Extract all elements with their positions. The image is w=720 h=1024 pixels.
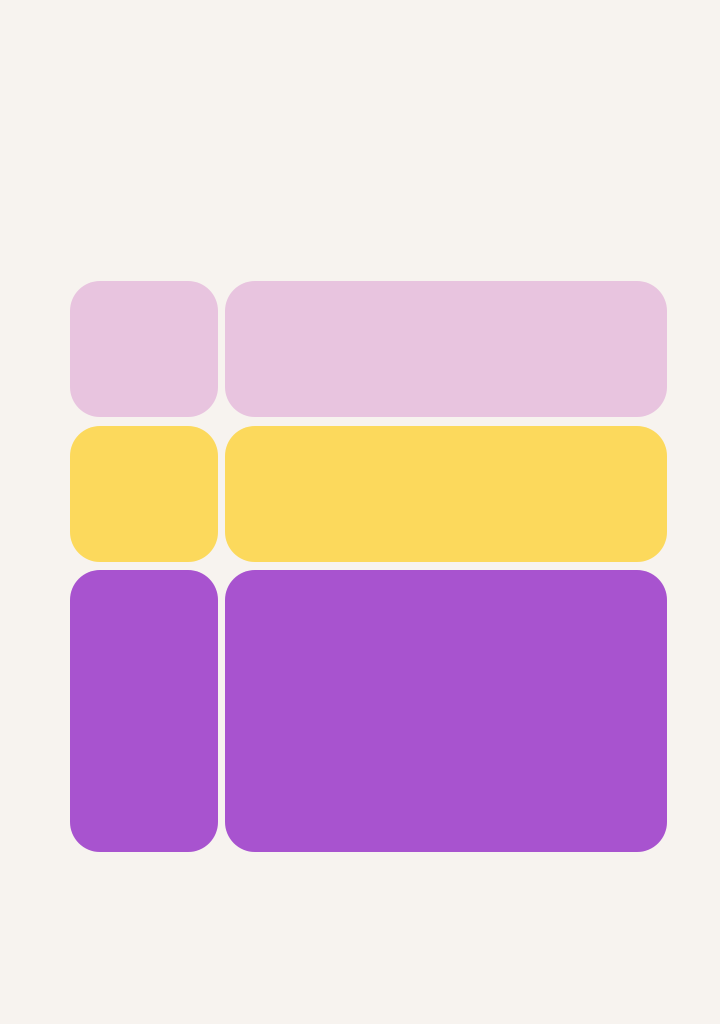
qr-code-icon[interactable] xyxy=(502,880,582,960)
where-panel xyxy=(225,426,667,562)
when-panel xyxy=(225,281,667,417)
when-label xyxy=(70,281,218,417)
details-panel xyxy=(225,570,667,852)
where-label xyxy=(70,426,218,562)
details-label xyxy=(70,570,218,852)
